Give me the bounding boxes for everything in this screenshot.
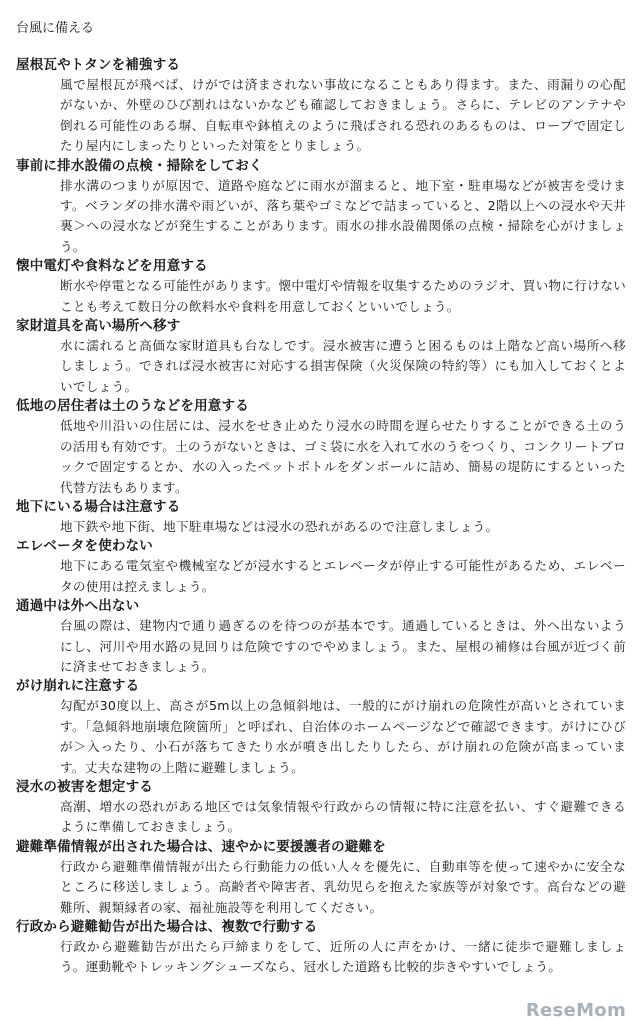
section-elevator (16, 537, 626, 597)
section-heading: 低地の居住者は土のうなどを用意する (16, 398, 249, 415)
section-heading: 懐中電灯や食料などを用意する (16, 258, 208, 275)
section-body: 台風の際は、建物内で通り過ぎるのを待つのが基本です。通過しているときは、外へ出ないようにし、河川や用水路の見回りは危険ですのでやめましょう。また、屋根の補修は台風が近づく前に済ませておきましょう。 (60, 618, 626, 674)
section-roof (16, 56, 626, 157)
section-body: 行政から避難準備情報が出たら行動能力の低い人々を優先に、自動車等を使って速やかに安全なところに移送しましょう。高齢者や障害者、乳幼児らを抱えた家族等が対象です。高台などの避難所、親類縁者の家、福祉施設等を利用してください。 (60, 858, 626, 915)
section-body: 排水溝のつまりが原因で、道路や庭などに雨水が溜まると、地下室・駐車場などが被害を受けます。ベランダの排水溝や雨どいが、落ち葉やゴミなどで詰まっていると、2階以上への浸水や天井裏＞への浸水などが発生することがあります。雨水の排水設備関係の点検・掃除を心がけましょう。 (60, 177, 626, 254)
section-heading: がけ崩れに注意する (16, 678, 140, 695)
resemom-watermark-logo (526, 1000, 626, 1021)
section-body: 勾配が30度以上、高さが5m以上の急傾斜地は、一般的にがけ崩れの危険性が高いとされています。「急傾斜地崩壊危険箇所」と呼ばれ、自治体のホームページなどで確認できます。がけにひびが＞入ったり、小石が落ちてきたり水が噴き出したりしたら、がけ崩れの危険が高まっています。丈夫な建物の上階に避難しましょう。 (60, 698, 626, 775)
section-body: 行政から避難勧告が出たら戸締まりをして、近所の人に声をかけ、一緒に徒歩で避難しましょう。運動靴やトレッキングシューズなら、冠水した道路も比較的歩きやすいでしょう。 (60, 939, 626, 975)
section-heading: エレベータを使わない (16, 538, 153, 555)
section-stay-inside (16, 597, 626, 677)
section-body: 断水や停電となる可能性があります。懐中電灯や情報を収集するためのラジオ、買い物に行けないことも考えて数日分の飲料水や食料を用意しておくといいでしょう。 (60, 278, 626, 314)
document-title: 台風に備える (16, 21, 95, 36)
section-evacuation-prep (16, 838, 626, 918)
section-drainage (16, 157, 626, 258)
section-body: 風で屋根瓦が飛べば、けがでは済まされない事故になることもあり得ます。また、雨漏りの心配がないか、外壁のひび割れはないかなども確認しておきましょう。さらに、テレビのアンテナや倒れる可能性のある塀、自転車や鉢植えのように飛ばされる恐れのあるものは、ロープで固定したり屋内にしまったりといった対策をとりましょう。 (60, 77, 626, 154)
watermark-text: ReseMom (525, 1000, 626, 1021)
section-body: 地下にある電気室や機械室などが浸水するとエレベータが停止する可能性があるため、エレベータの使用は控えましょう。 (60, 558, 626, 594)
section-move-belongings (16, 317, 626, 397)
section-evacuation-advisory (16, 918, 626, 978)
section-underground (16, 498, 626, 537)
section-heading: 屋根瓦やトタンを補強する (16, 57, 181, 73)
section-heading: 事前に排水設備の点検・掃除をしておく (16, 157, 263, 174)
section-heading: 家財道具を高い場所へ移す (16, 318, 181, 335)
section-flashlight-food (16, 257, 626, 317)
section-flood-damage (16, 778, 626, 838)
section-body: 高潮、増水の恐れがある地区では気象情報や行政からの情報に特に注意を払い、すぐ避難できるように準備しておきましょう。 (60, 798, 626, 835)
section-sandbags (16, 397, 626, 498)
section-body: 水に濡れると高価な家財道具も台なしです。浸水被害に遭うと困るものは上階など高い場所へ移しましょう。できれば浸水被害に対応する損害保険（火災保険の特約等）にも加入しておくとよいでしょう。 (60, 338, 626, 394)
section-heading: 行政から避難勧告が出た場合は、複数で行動する (16, 919, 318, 935)
section-body: 低地や川沿いの住居には、浸水をせき止めたり浸水の時間を遅らせたりすることができる土のうの活用も有効です。土のうがないときは、ゴミ袋に水を入れて水のうをつくり、コンクリートブロックで固定するとか、水の入ったペットボトルをダンボールに詰め、簡易の堤防にするといった代替方法もあります。 (60, 418, 626, 495)
section-body: 地下鉄や地下街、地下駐車場などは浸水の恐れがあるので注意しましょう。 (60, 518, 499, 534)
section-heading: 通過中は外へ出ない (16, 598, 140, 615)
section-heading: 避難準備情報が出された場合は、速やかに要援護者の避難を (16, 838, 386, 855)
section-heading: 浸水の被害を想定する (16, 778, 153, 795)
section-heading: 地下にいる場合は注意する (16, 498, 181, 515)
section-landslide (16, 677, 626, 778)
